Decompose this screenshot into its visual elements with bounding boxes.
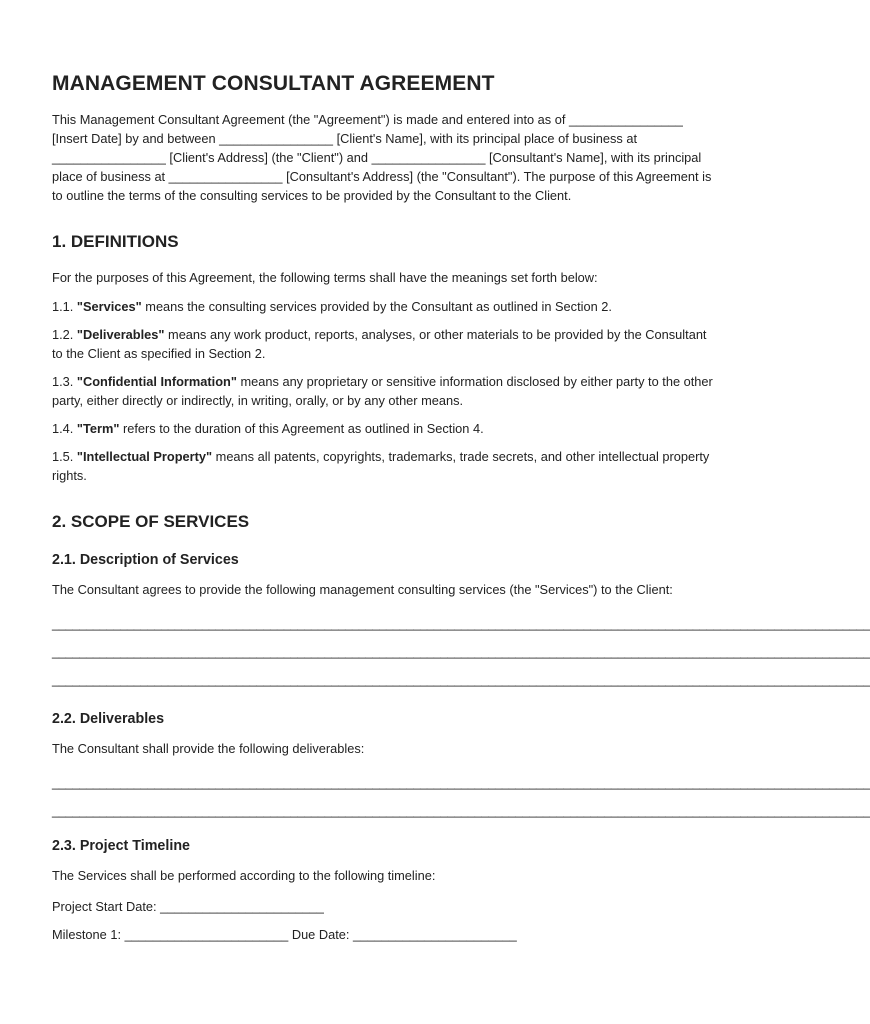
definitions-lead: For the purposes of this Agreement, the following terms shall have the meanings set forth below: <box>52 270 598 285</box>
milestone-1-field[interactable]: _______________________ <box>124 927 289 942</box>
services-blank-line[interactable]: ________________________________________________________________________________________________________________________ <box>52 616 870 631</box>
definition-item <box>52 419 718 438</box>
definition-term: "Confidential Information" <box>76 374 237 389</box>
definition-text: means any work product, reports, analyses, or other materials to be provided by the Consultant to the Client as specified in Section 2. <box>52 327 707 361</box>
description-text: The Consultant agrees to provide the following management consulting services (the "Services") to the Client: <box>52 582 673 597</box>
milestone-1-label: Milestone 1: <box>52 927 121 942</box>
deliverables-text: The Consultant shall provide the following deliverables: <box>52 741 365 756</box>
milestone-row <box>52 925 718 944</box>
intro-paragraph: This Management Consultant Agreement (the "Agreement") is made and entered into as of ________________ [Insert Date] by and between ________________ [Client's Name], with its principal place of business at ________________ [Client's Address] (the "Client") and ________________ [Consultant's Name], with its principal place of business at ________________ [Consultant's Address] (the "Consultant"). The purpose of this Agreement is to outline the terms of the consulting services to be provided by the Consultant to the Client. <box>52 112 712 203</box>
services-blank-line[interactable]: ________________________________________________________________________________________________________________________ <box>52 644 870 659</box>
deliverables-blank-line[interactable]: ________________________________________________________________________________________________________________________ <box>52 803 870 818</box>
subsection-heading-deliverables: 2.2. Deliverables <box>52 711 165 727</box>
definition-number: 1.3. <box>52 374 74 389</box>
definition-text: means all patents, copyrights, trademarks, trade secrets, and other intellectual property rights. <box>52 449 710 483</box>
definition-number: 1.4. <box>52 421 74 436</box>
definition-text: refers to the duration of this Agreement as outlined in Section 4. <box>122 421 484 436</box>
subsection-heading-timeline: 2.3. Project Timeline <box>52 838 190 854</box>
definition-term: "Intellectual Property" <box>76 449 213 464</box>
definition-number: 1.2. <box>52 327 74 342</box>
definition-text: means the consulting services provided by the Consultant as outlined in Section 2. <box>145 299 612 314</box>
definition-term: "Services" <box>76 299 142 314</box>
project-start-date-field[interactable]: _______________________ <box>160 899 324 914</box>
definition-number: 1.5. <box>52 449 74 464</box>
definition-item <box>52 447 718 485</box>
due-date-label: Due Date: <box>291 927 350 942</box>
section-heading-scope: 2. SCOPE OF SERVICES <box>52 512 250 531</box>
definition-item <box>52 372 718 410</box>
definition-number: 1.1. <box>52 299 74 314</box>
deliverables-blank-line[interactable]: ________________________________________________________________________________________________________________________ <box>52 775 870 790</box>
definition-text: means any proprietary or sensitive information disclosed by either party to the other party, either directly or indirectly, in writing, orally, or by any other means. <box>52 374 713 408</box>
due-date-field[interactable]: _______________________ <box>353 927 517 942</box>
definition-term: "Deliverables" <box>76 327 165 342</box>
subsection-heading-description: 2.1. Description of Services <box>52 552 239 568</box>
definition-item <box>52 297 718 316</box>
project-start-date-label: Project Start Date: <box>52 899 157 914</box>
definition-item <box>52 325 718 363</box>
section-heading-definitions: 1. DEFINITIONS <box>52 232 179 251</box>
definition-term: "Term" <box>76 421 120 436</box>
services-blank-line[interactable]: ________________________________________________________________________________________________________________________ <box>52 672 870 687</box>
project-start-date-row <box>52 897 718 916</box>
timeline-text: The Services shall be performed according to the following timeline: <box>52 868 436 883</box>
document-title: MANAGEMENT CONSULTANT AGREEMENT <box>52 72 495 95</box>
